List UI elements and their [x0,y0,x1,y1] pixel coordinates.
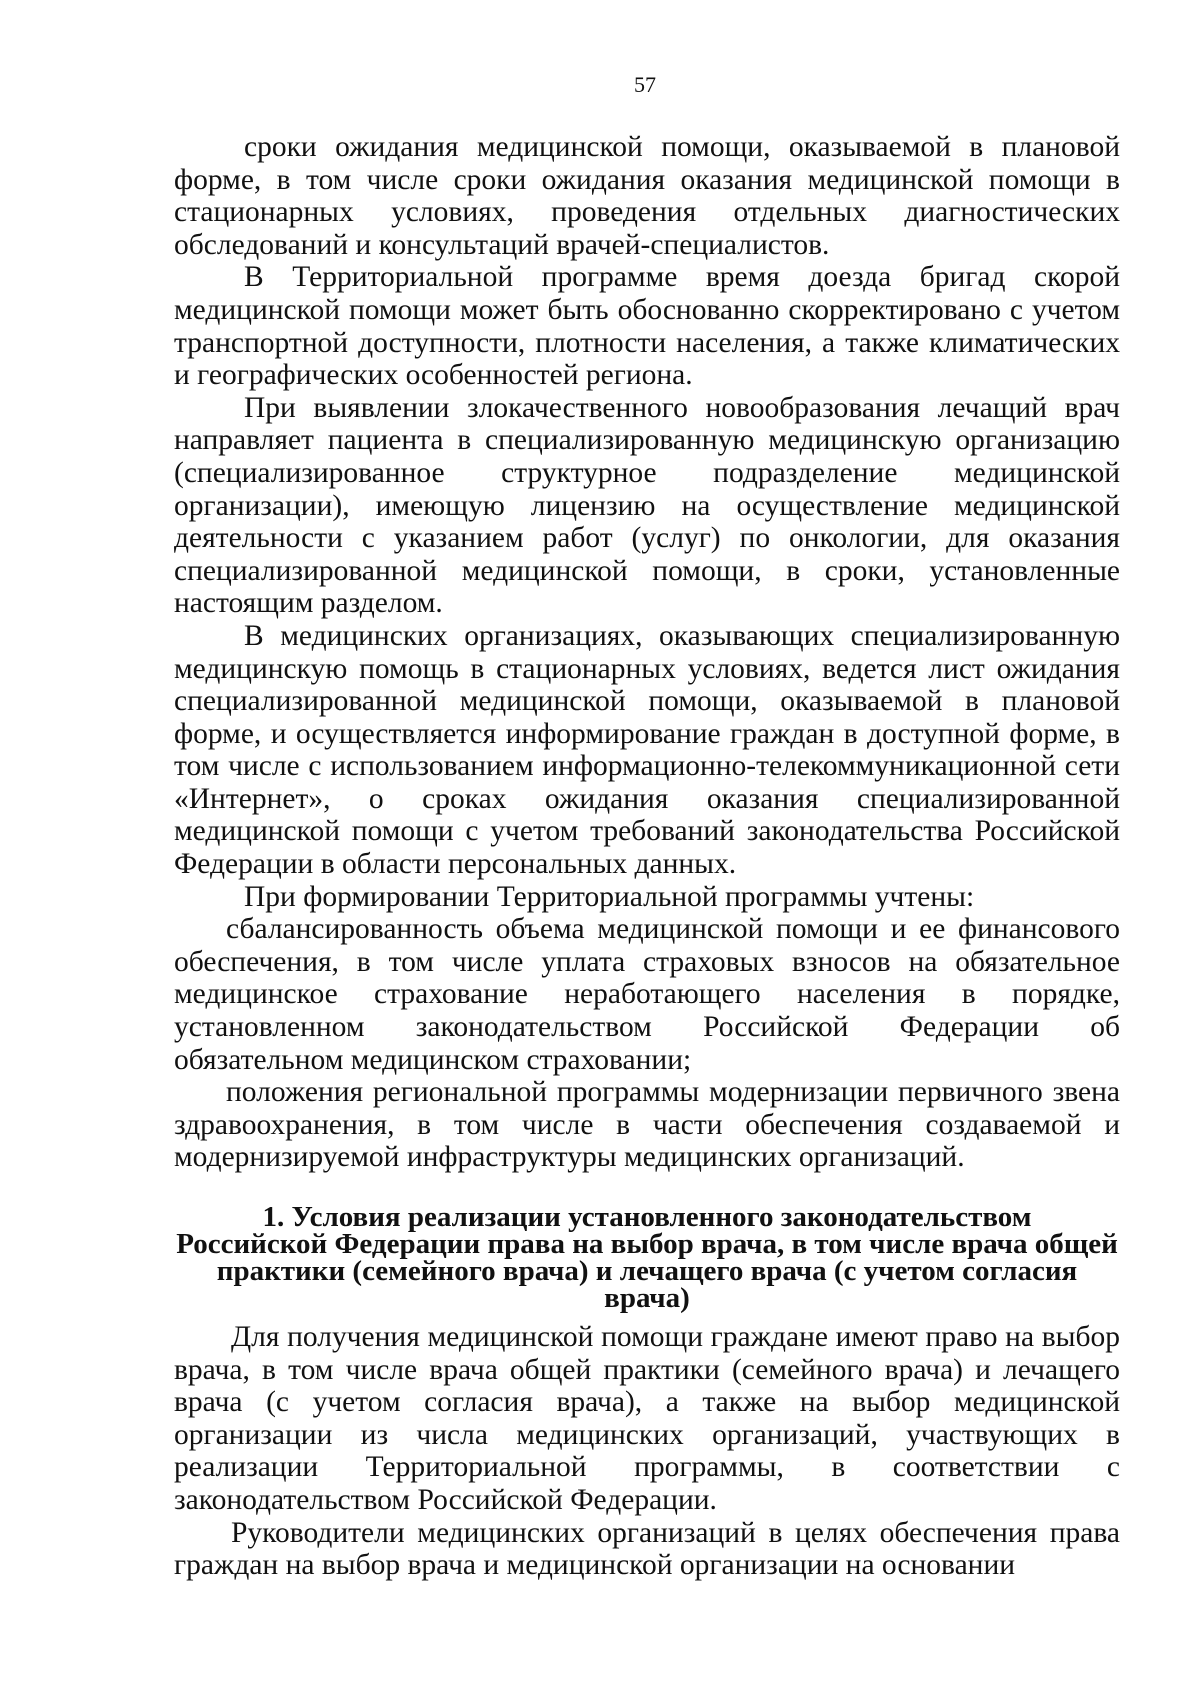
paragraph-waiting-list: В медицинских организациях, оказывающих специализированную медицинскую помощь в стационарных условиях, ведется лист ожидания специализированной медицинской помощи, оказываемой в плановой форме, и осуществляется информирование граждан в доступной форме, в том числе с использованием информационно-телекоммуникационной сети «Интернет», о сроках ожидания оказания специализированной медицинской помощи с учетом требований законодательства Российской Федерации в области персональных данных. [174,619,1120,881]
section-heading [174,1201,1120,1314]
document-body [174,131,1120,1174]
paragraph-right-to-choose: Для получения медицинской помощи граждане имеют право на выбор врача, в том числе врача общей практики (семейного врача) и лечащего врача (с учетом согласия врача), а также на выбор медицинской организации из числа медицинских организаций, участвующих в реализации Территориальной программы, в соответствии с законодательством Российской Федерации. [174,1321,1120,1516]
section-heading-line-1: 1. Условия реализации установленного законодательством [262,1201,1032,1233]
paragraph-program-considerations: При формировании Территориальной программы учтены: [244,880,975,913]
paragraph-oncology-referral: При выявлении злокачественного новообразования лечащий врач направляет пациента в специализированную медицинскую организацию (специализированное структурное подразделение медицинской организации), имеющую лицензию на осуществление медицинской деятельности с указанием работ (услуг) по онкологии, для оказания специализированной медицинской помощи, в сроки, установленные настоящим разделом. [174,391,1120,620]
section-heading-line-2: Российской Федерации права на выбор врача, в том числе врача общей [176,1228,1118,1260]
paragraph-balance: сбалансированность объема медицинской помощи и ее финансового обеспечения, в том числе уплата страховых взносов на обязательное медицинское страхование неработающего населения в порядке, установленном законодательством Российской Федерации об обязательном медицинском страховании; [174,913,1120,1076]
paragraph-modernization: положения региональной программы модернизации первичного звена здравоохранения, в том числе в части обеспечения создаваемой и модернизируемой инфраструктуры медицинских организаций. [174,1076,1120,1174]
page-number: 57 [634,72,656,97]
section-body [174,1321,1120,1582]
paragraph-waiting-times: сроки ожидания медицинской помощи, оказываемой в плановой форме, в том числе сроки ожидания оказания медицинской помощи в стационарных условиях, проведения отдельных диагностических обследований и консультаций врачей-специалистов. [174,131,1120,261]
paragraph-ambulance-time: В Территориальной программе время доезда бригад скорой медицинской помощи может быть обоснованно скорректировано с учетом транспортной доступности, плотности населения, а также климатических и географических особенностей региона. [174,261,1120,392]
section-heading-line-3: практики (семейного врача) и лечащего врача (с учетом согласия врача) [216,1255,1078,1314]
paragraph-heads-of-organizations: Руководители медицинских организаций в целях обеспечения права граждан на выбор врача и медицинской организации на основании [174,1516,1120,1582]
